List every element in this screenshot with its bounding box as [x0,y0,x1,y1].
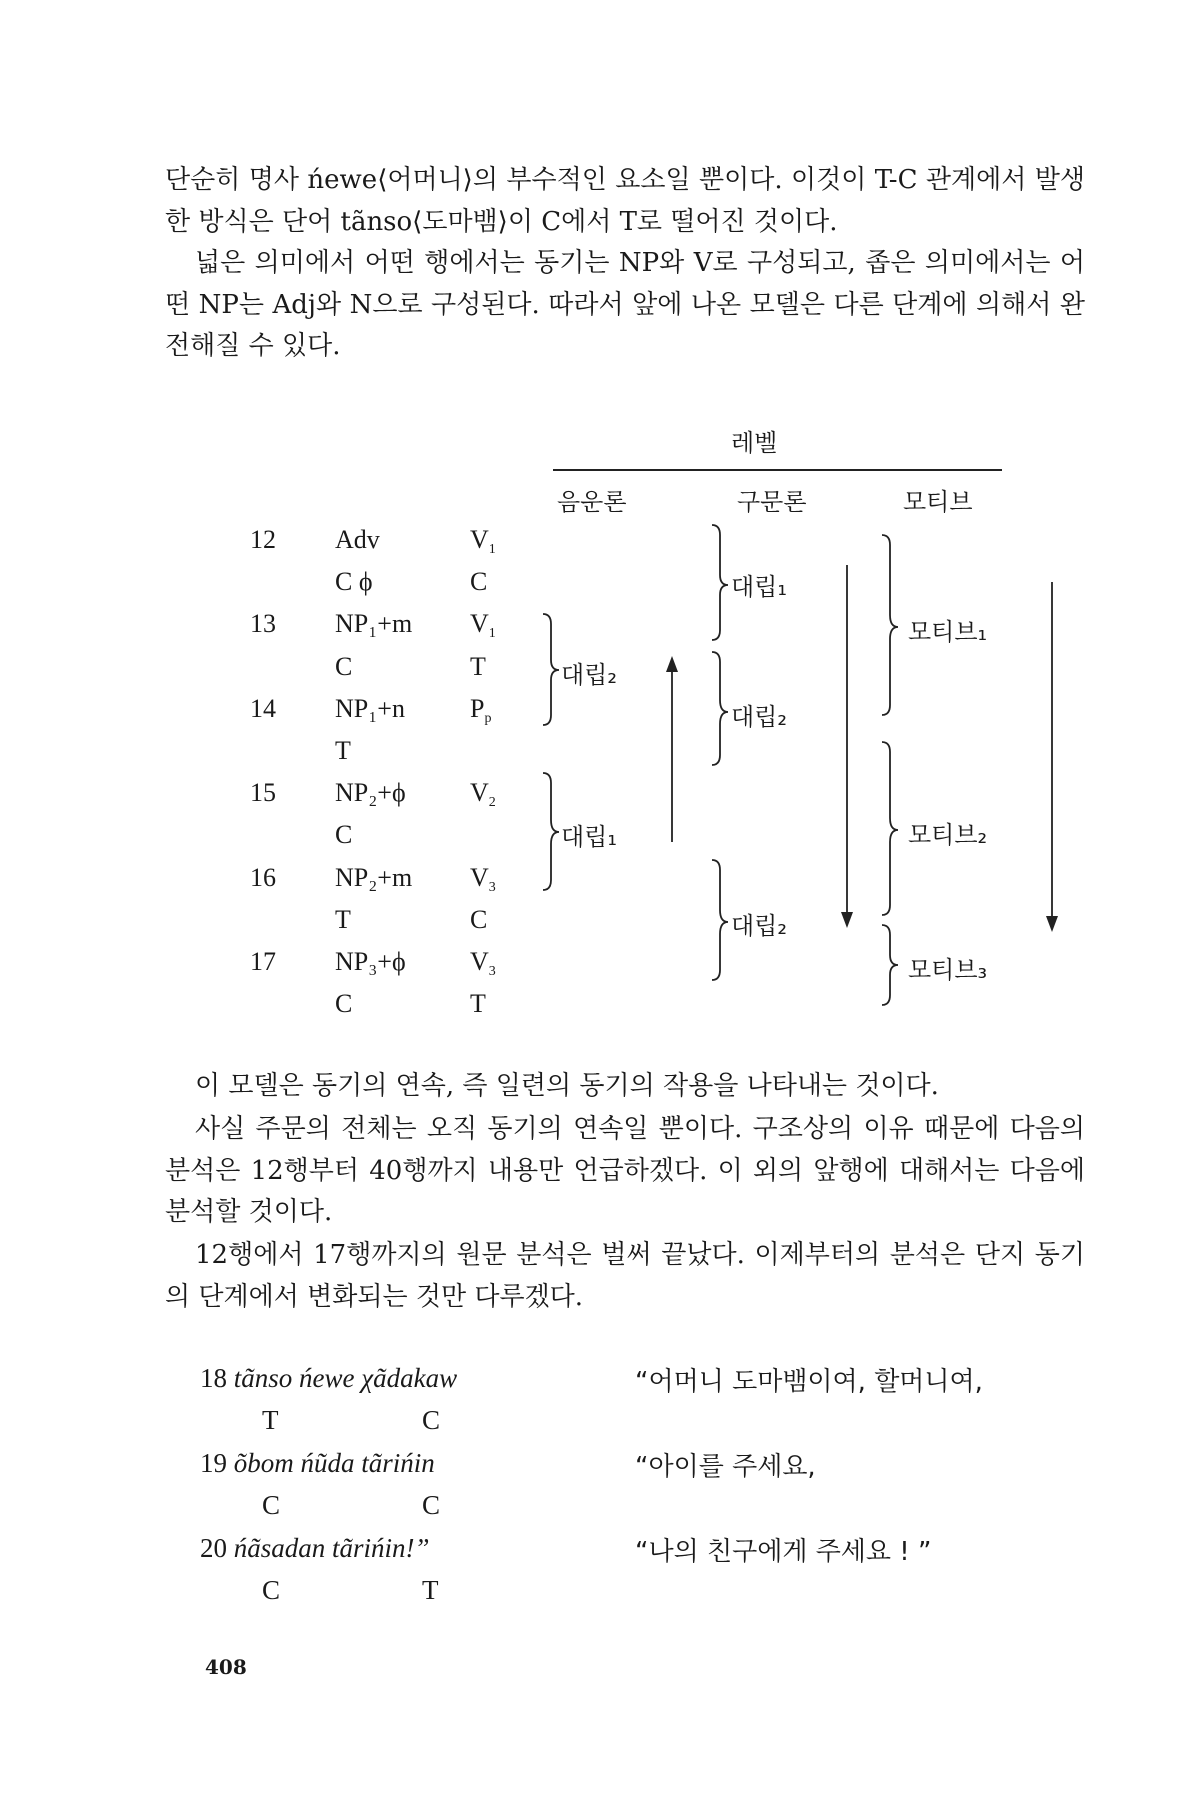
paragraph-1: 단순히 명사 ńewe⟨어머니⟩의 부수적인 요소일 뿐이다. 이것이 T-C 관계에서 발생한 방식은 단어 tãnso⟨도마뱀⟩이 C에서 T로 떨어진 것이다. [165,165,1085,237]
row-constituent: NP₁+n [335,694,405,723]
row-verb-subscript: 1 [488,626,496,641]
row-verb [470,947,496,980]
row-verb [470,652,486,685]
row-verb-main: V [470,609,489,638]
row-verb-subscript: p [484,711,492,726]
row-constituent: NP₃+ϕ [335,947,406,976]
row-verb-main: V [470,778,489,807]
syn-label-3: 대립₂ [731,912,787,940]
row-number: 16 [250,863,276,892]
row-verb [470,905,487,938]
page-number: 408 [205,1655,247,1679]
row-verb-subscript: 2 [488,795,496,810]
row-verb-main: T [470,989,486,1018]
example-line [200,1533,430,1564]
row-verb [470,778,496,811]
example-tag: T [262,1405,279,1435]
example-translation: “아이를 주세요, [635,1452,816,1482]
row-constituent: C [335,820,353,849]
motif-label-3: 모티브₃ [908,956,988,984]
example-tag: T [422,1575,439,1605]
paragraph-5: 12행에서 17행까지의 원문 분석은 벌써 끝났다. 이제부터의 분석은 단지 동기의 단계에서 변화되는 것만 다루겠다. [165,1240,1085,1312]
row-number: 14 [250,694,276,723]
row-verb-main: C [470,905,488,934]
row-constituent: NP₂+m [335,863,413,892]
row-verb-main: V [470,863,489,892]
example-tag: C [262,1575,281,1605]
row-constituent: NP₁+m [335,609,413,638]
row-verb-main: T [470,652,486,681]
example-text: tãnso ńewe χãdakaw [233,1363,458,1393]
row-verb [470,567,487,600]
row-number: 15 [250,778,276,807]
row-verb-main: V [470,525,489,554]
row-verb [470,989,486,1022]
phon-label-2: 대립₁ [561,823,617,851]
row-verb [470,694,491,727]
row-number: 13 [250,609,276,638]
diagram-title: 레벨 [731,429,778,457]
motif-label-1: 모티브₁ [908,618,988,646]
example-text: ńãsadan tãrińin!” [233,1533,430,1563]
row-verb-main: V [470,947,489,976]
example-text: õbom ńũda tãrińin [233,1448,435,1478]
example-tag: C [262,1490,281,1520]
example-line [200,1448,435,1479]
row-constituent: T [335,736,351,765]
example-translation: “나의 친구에게 주세요 ! ” [635,1537,932,1567]
column-motif: 모티브 [903,488,973,516]
example-line [200,1363,457,1394]
example-number: 20 [200,1533,227,1563]
phon-label-1: 대립₂ [561,661,617,689]
motif-label-2: 모티브₂ [908,821,988,849]
example-number: 19 [200,1448,227,1478]
syn-label-1: 대립₁ [731,573,787,601]
row-verb [470,863,496,896]
syn-label-2: 대립₂ [731,703,787,731]
paragraph-3: 이 모델은 동기의 연속, 즉 일련의 동기의 작용을 나타내는 것이다. [195,1071,939,1101]
row-verb-subscript: 3 [488,880,496,895]
example-translation: “어머니 도마뱀이여, 할머니여, [635,1367,983,1397]
row-constituent: C [335,989,353,1018]
row-constituent: Adv [335,525,380,554]
row-verb-subscript: 1 [488,542,496,557]
row-verb-subscript: 3 [488,964,496,979]
row-verb-main: C [470,567,488,596]
column-phonology: 음운론 [557,488,627,516]
example-tag: C [422,1490,441,1520]
column-syntax: 구문론 [737,488,807,516]
row-number: 12 [250,525,276,554]
row-verb-main: P [470,694,485,723]
row-constituent: T [335,905,351,934]
row-verb [470,609,496,642]
row-constituent: C [335,652,353,681]
example-tag: C [422,1405,441,1435]
paragraph-2: 넓은 의미에서 어떤 행에서는 동기는 NP와 V로 구성되고, 좁은 의미에서는 어떤 NP는 Adj와 N으로 구성된다. 따라서 앞에 나온 모델은 다른 단계에 의해서 완전해질 수 있다. [165,248,1085,361]
row-constituent: NP₂+ϕ [335,778,406,807]
row-number: 17 [250,947,276,976]
row-verb [470,525,496,558]
row-constituent: C ϕ [335,567,373,596]
paragraph-4: 사실 주문의 전체는 오직 동기의 연속일 뿐이다. 구조상의 이유 때문에 다음의 분석은 12행부터 40행까지 내용만 언급하겠다. 이 외의 앞행에 대해서는 다음에 분석할 것이다. [165,1114,1085,1227]
example-number: 18 [200,1363,227,1393]
